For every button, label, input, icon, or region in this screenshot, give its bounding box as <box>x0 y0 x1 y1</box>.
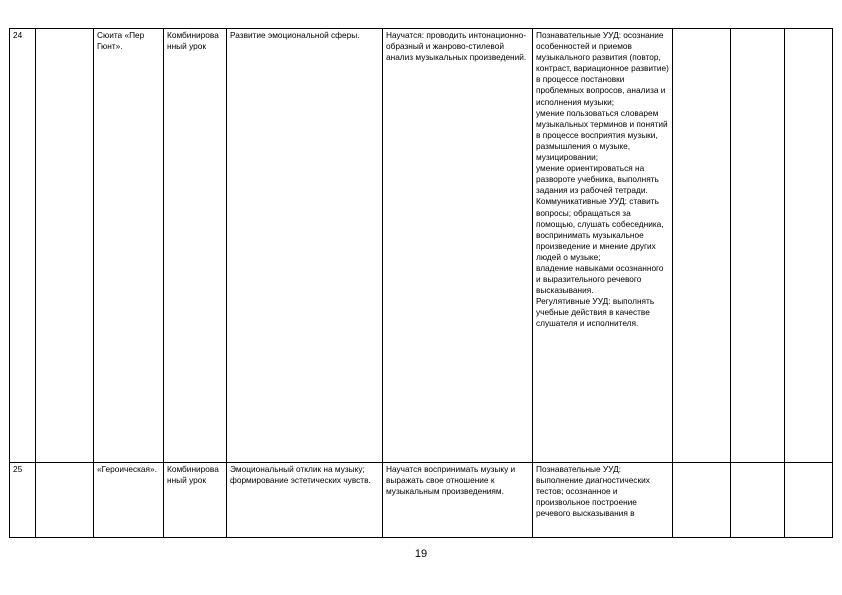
page-number: 19 <box>414 548 428 560</box>
empty-cell <box>731 29 785 463</box>
lesson-results: Научатся воспринимать музыку и выражать свое отношение к музыкальным произведениям. <box>383 463 533 538</box>
empty-cell <box>673 29 731 463</box>
lesson-topic: Сюита «Пер Гюнт». <box>94 29 164 463</box>
empty-cell <box>785 463 833 538</box>
lesson-uud: Познавательные УУД: выполнение диагностических тестов; осознанное и произвольное построение речевого высказывания в <box>533 463 673 538</box>
lesson-goals: Эмоциональный отклик на музыку; формирование эстетических чувств. <box>227 463 383 538</box>
lesson-date <box>36 463 94 538</box>
lesson-results: Научатся: проводить интонационно-образный и жанрово-стилевой анализ музыкальных произведений. <box>383 29 533 463</box>
lesson-number: 25 <box>10 463 36 538</box>
lesson-goals: Развитие эмоциональной сферы. <box>227 29 383 463</box>
table-row <box>10 463 833 538</box>
lesson-number: 24 <box>10 29 36 463</box>
table-row <box>10 29 833 463</box>
lesson-type: Комбинированный урок <box>164 463 227 538</box>
empty-cell <box>673 463 731 538</box>
lesson-plan-table <box>9 28 833 538</box>
empty-cell <box>731 463 785 538</box>
lesson-date <box>36 29 94 463</box>
empty-cell <box>785 29 833 463</box>
lesson-topic: «Героическая». <box>94 463 164 538</box>
lesson-uud: Познавательные УУД: осознание особенностей и приемов музыкального развития (повтор, контраст, вариационное развитие) в процессе постановки проблемных вопросов, анализа и исполнения музыки; умение пользоваться словарем музыкальных терминов и понятий в процессе восприятия музыки, размышления о музыке, музицировании; умение ориентироваться на развороте учебника, выполнять задания из рабочей тетради. Коммуникативные УУД: ставить вопросы; обращаться за помощью, слушать собеседника, воспринимать музыкальное произведение и мнение других людей о музыке; владение навыками осознанного и выразительного речевого высказывания. Регулятивные УУД: выполнять учебные действия в качестве слушателя и исполнителя. <box>533 29 673 463</box>
lesson-type: Комбинированный урок <box>164 29 227 463</box>
